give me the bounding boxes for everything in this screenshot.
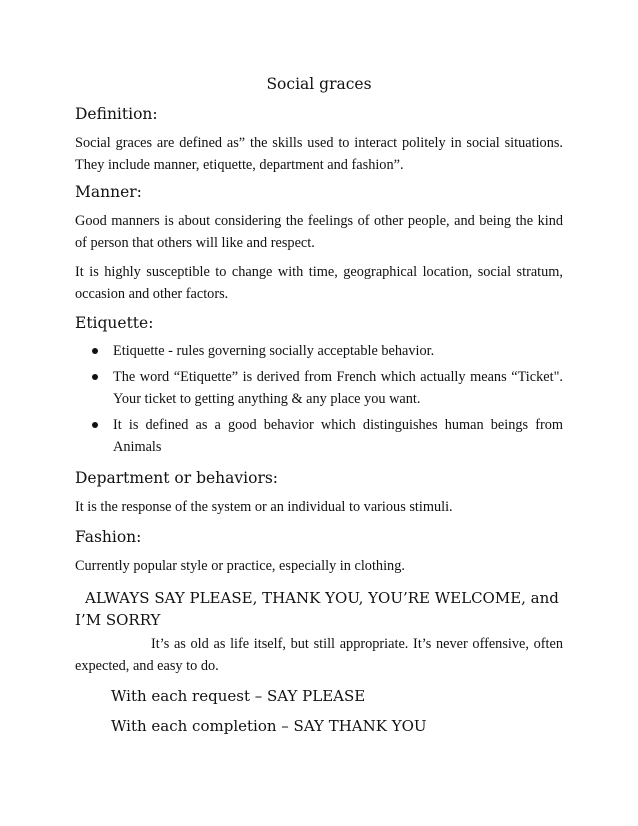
etiquette-list [75, 340, 563, 462]
callout-line-thank-you: With each completion – SAY THANK YOU [111, 717, 427, 735]
manner-heading: Manner: [75, 183, 142, 201]
definition-heading: Definition: [75, 105, 158, 123]
callout-heading: ALWAYS SAY PLEASE, THANK YOU, YOU’RE WELCOME, and I’M SORRY [75, 589, 559, 629]
bullet-icon [92, 374, 98, 380]
bullet-icon [92, 422, 98, 428]
department-text: It is the response of the system or an individual to various stimuli. [75, 499, 453, 515]
fashion-heading: Fashion: [75, 528, 142, 546]
callout-text: It’s as old as life itself, but still appropriate. It’s never offensive, often expected, and easy to do. [75, 636, 563, 674]
etiquette-heading: Etiquette: [75, 314, 154, 332]
list-item: The word “Etiquette” is derived from French which actually means “Ticket". Your ticket to getting anything & any place you want. [75, 366, 563, 410]
callout-line-please: With each request – SAY PLEASE [111, 687, 366, 705]
manner-paragraph-2: It is highly susceptible to change with time, geographical location, social stratum, occasion and other factors. [75, 264, 563, 302]
fashion-text: Currently popular style or practice, especially in clothing. [75, 558, 405, 574]
list-item: It is defined as a good behavior which distinguishes human beings from Animals [75, 414, 563, 458]
list-item: Etiquette - rules governing socially acceptable behavior. [75, 340, 563, 362]
department-heading: Department or behaviors: [75, 469, 279, 487]
bullet-icon [92, 348, 98, 354]
manner-paragraph-1: Good manners is about considering the feelings of other people, and being the kind of person that others will like and respect. [75, 213, 563, 251]
page-title: Social graces [266, 75, 372, 93]
definition-text: Social graces are defined as” the skills used to interact politely in social situations. They include manner, etiquette, department and fashion”. [75, 135, 563, 173]
